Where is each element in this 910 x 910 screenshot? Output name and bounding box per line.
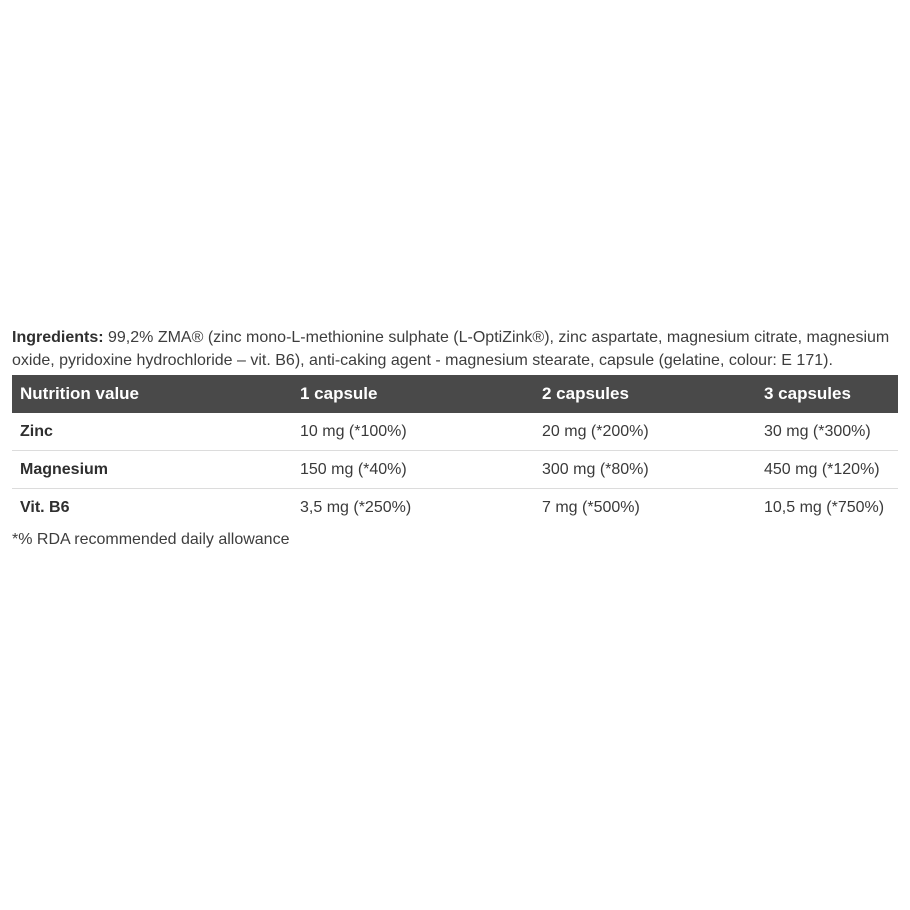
- nutrient-name: Vit. B6: [20, 498, 70, 516]
- product-info-panel: [12, 326, 898, 550]
- nutrient-value-2-capsules: 7 mg (*500%): [542, 498, 640, 516]
- header-nutrition-value: Nutrition value: [12, 375, 292, 413]
- header-1-capsule: 1 capsule: [292, 375, 534, 413]
- table-row: [12, 413, 898, 451]
- nutrient-value-1-capsule: 10 mg (*100%): [292, 413, 534, 451]
- table-row: [12, 489, 898, 527]
- table-row: [12, 451, 898, 489]
- nutrient-value-2-capsules: 300 mg (*80%): [534, 451, 756, 489]
- rda-footnote: *% RDA recommended daily allowance: [12, 531, 290, 548]
- nutrient-value-2-capsules: 20 mg (*200%): [534, 413, 756, 451]
- nutrient-value-1-capsule: 3,5 mg (*250%): [300, 498, 412, 516]
- ingredients-paragraph: [12, 326, 898, 372]
- table-header-row: [12, 375, 898, 413]
- nutrient-value-3-capsules: 450 mg (*120%): [756, 451, 898, 489]
- nutrient-name: Zinc: [12, 413, 292, 451]
- header-3-capsules: 3 capsules: [756, 375, 898, 413]
- nutrient-value-3-capsules: 30 mg (*300%): [756, 413, 898, 451]
- nutrient-value-1-capsule: 150 mg (*40%): [292, 451, 534, 489]
- ingredients-text: 99,2% ZMA® (zinc mono-L-methionine sulphate (L-OptiZink®), zinc aspartate, magnesium citrate, magnesium oxide, pyridoxine hydrochloride – vit. B6), anti-caking agent - magnesium stearate, capsule (gelatine, colour: E 171).: [12, 329, 890, 369]
- header-2-capsules: 2 capsules: [534, 375, 756, 413]
- nutrient-name: Magnesium: [12, 451, 292, 489]
- ingredients-label: Ingredients:: [12, 329, 104, 346]
- nutrition-table: [12, 375, 898, 526]
- nutrient-value-3-capsules: 10,5 mg (*750%): [764, 498, 885, 516]
